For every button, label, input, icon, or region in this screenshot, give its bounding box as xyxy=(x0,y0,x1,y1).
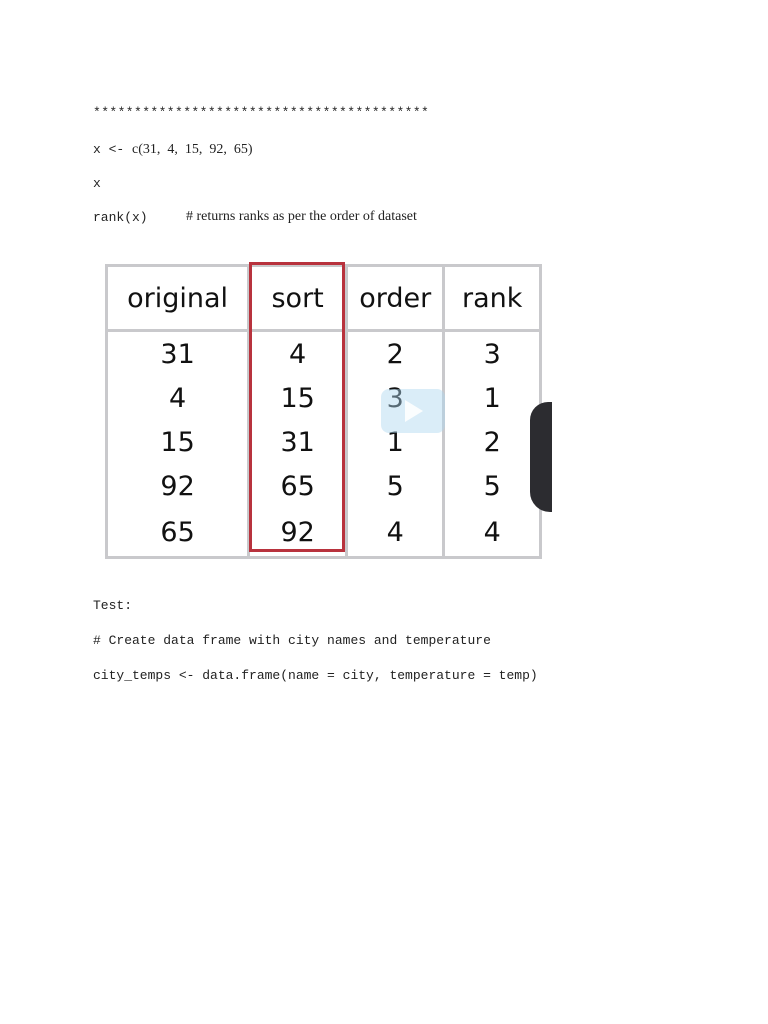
cell-order: 1 xyxy=(347,420,444,464)
header-original: original xyxy=(107,266,249,331)
cell-order: 3 xyxy=(347,376,444,420)
table-row xyxy=(107,420,541,464)
cell-order: 5 xyxy=(347,464,444,508)
header-rank: rank xyxy=(444,266,541,331)
cell-rank: 2 xyxy=(444,420,541,464)
cell-original: 65 xyxy=(107,508,249,558)
cell-original: 15 xyxy=(107,420,249,464)
cell-rank: 3 xyxy=(444,331,541,377)
table-row xyxy=(107,331,541,377)
play-icon[interactable] xyxy=(381,389,445,433)
header-order: order xyxy=(347,266,444,331)
cell-rank: 4 xyxy=(444,508,541,558)
code-assign-line xyxy=(93,141,253,158)
table-row xyxy=(107,376,541,420)
test-label: Test: xyxy=(93,598,133,613)
cell-original: 92 xyxy=(107,464,249,508)
code-rank-line: rank(x) xyxy=(93,210,148,225)
code-comment-create: # Create data frame with city names and temperature xyxy=(93,633,491,648)
cell-order: 2 xyxy=(347,331,444,377)
code-rank-comment: # returns ranks as per the order of dataset xyxy=(186,209,417,224)
table-row xyxy=(107,508,541,558)
cell-sort: 65 xyxy=(249,464,347,508)
cell-original: 31 xyxy=(107,331,249,377)
sort-order-rank-table-image xyxy=(105,264,542,556)
cell-sort: 15 xyxy=(249,376,347,420)
cell-sort: 4 xyxy=(249,331,347,377)
cell-sort: 92 xyxy=(249,508,347,558)
play-triangle xyxy=(405,400,423,422)
comparison-table xyxy=(105,264,542,559)
code-assign-values: c(31, 4, 15, 92, 65) xyxy=(132,142,253,157)
cell-original: 4 xyxy=(107,376,249,420)
cell-rank: 5 xyxy=(444,464,541,508)
cell-order: 4 xyxy=(347,508,444,558)
code-assign-keyword: x <- xyxy=(93,142,133,157)
separator-stars: ***************************************** xyxy=(93,105,430,120)
header-sort: sort xyxy=(249,266,347,331)
table-row xyxy=(107,464,541,508)
cell-rank: 1 xyxy=(444,376,541,420)
decorative-dark-shape xyxy=(530,402,552,512)
code-print-line: x xyxy=(93,176,101,191)
code-dataframe-line: city_temps <- data.frame(name = city, temperature = temp) xyxy=(93,668,538,683)
table-header-row xyxy=(107,266,541,331)
cell-sort: 31 xyxy=(249,420,347,464)
